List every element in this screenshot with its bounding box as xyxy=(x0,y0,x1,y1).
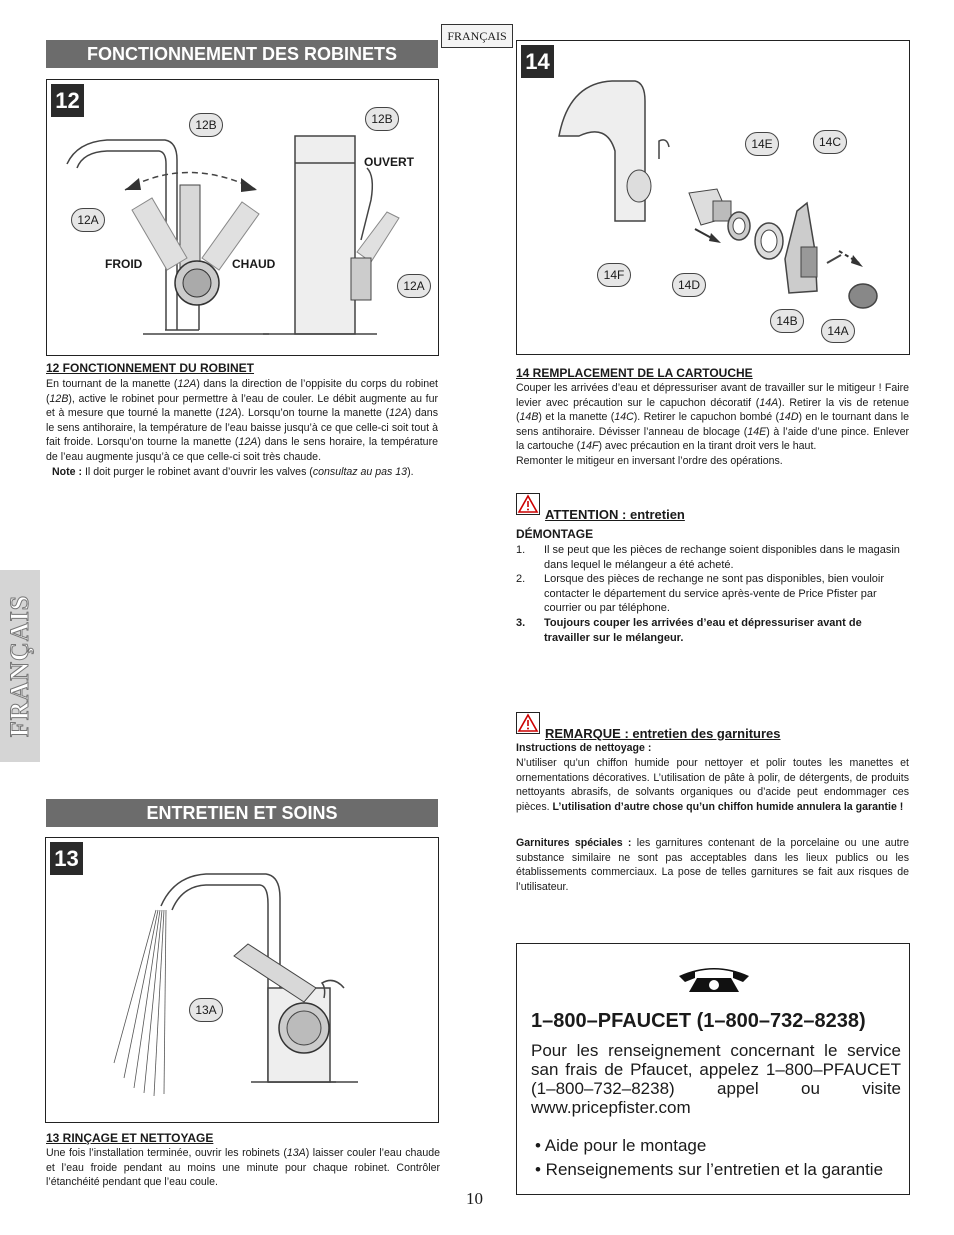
attention-item xyxy=(516,616,909,645)
step-12-ref-12a-2: 12A xyxy=(219,407,238,420)
bullet-item: • Aide pour le montage xyxy=(535,1136,707,1155)
step-14-ref-14c: 14C xyxy=(614,411,634,424)
step-12-note-text: Il doit purger le robinet avant d’ouvrir les valves ( xyxy=(82,465,313,478)
step-14-ref-14d: 14D xyxy=(779,411,799,424)
contact-bullets xyxy=(535,1134,905,1182)
step-12-text-c: ), active le robinet pour permettre à l’eau de couler. Le débit augmente au fur et à mesure que tourné la manette ( xyxy=(46,392,438,420)
callout-14d: 14D xyxy=(672,273,706,297)
phone-number: 1–800–PFAUCET (1–800–732–8238) xyxy=(531,1010,866,1032)
step-14-ref-14f: 14F xyxy=(580,440,599,453)
step-13-ref-13a: 13A xyxy=(286,1147,306,1159)
step-12-text-e: ) dans le sens antihoraire, la température de l’eau baisse jusqu’à ce que celle-ci soit tout à fait froide. Lorsqu’on tourne la manette ( xyxy=(46,407,438,449)
side-language-tab xyxy=(0,570,40,762)
figure-12-number: 12 xyxy=(51,84,84,117)
step-12-ref-12a-4: 12A xyxy=(238,436,258,449)
language-tag: FRANÇAIS xyxy=(441,24,513,48)
callout-14f: 14F xyxy=(597,263,631,287)
attention-item-number: 2. xyxy=(516,573,526,586)
remarque-body xyxy=(516,756,909,814)
callout-13a: 13A xyxy=(189,998,223,1022)
callout-14c: 14C xyxy=(813,130,847,154)
step-12-ref-12a-3: 12A xyxy=(389,407,408,420)
attention-item-number: 1. xyxy=(516,544,526,556)
step-12-text-f: ) dans le sens horaire, la température de l’eau augmente jusqu’à ce que celle-ci soit très chaude. xyxy=(46,436,438,463)
section-operation-title: FONCTIONNEMENT DES ROBINETS xyxy=(86,44,397,64)
attention-subtitle: DÉMONTAGE xyxy=(516,527,594,541)
figure-14-number: 14 xyxy=(521,45,554,78)
step-14-reassemble: Remonter le mitigeur en inversant l’ordre des opérations. xyxy=(516,454,783,467)
step-13-body xyxy=(46,1146,440,1190)
remarque-text: N’utiliser qu’un chiffon humide pour nettoyer et polir toutes les manettes et ornementations décoratives. L’utilisation de pâte à polir, de détergents, de produits nettoyants abrasifs, de solvants organiques ou d’acide peut endommager ces pièces. xyxy=(516,757,909,813)
attention-title: ATTENTION : entretien xyxy=(545,507,685,522)
attention-item-text: Lorsque des pièces de rechange ne sont pas disponibles, bien vouloir contacter le département du service après-vente de Price Pfister par courrier ou par téléphone. xyxy=(544,573,885,615)
attention-item-number: 3. xyxy=(516,616,526,629)
label-froid: FROID xyxy=(105,257,143,271)
step-12-text-b: ) dans la direction de l’oppisite du corps du robinet ( xyxy=(46,378,438,405)
figure-14 xyxy=(516,40,910,355)
step-14-text-e: ) en le tournant dans le sens antihoraire. Dévisser l’anneau de blocage ( xyxy=(516,411,910,438)
side-language-label: FRANÇAIS xyxy=(5,594,34,738)
contact-text: Pour les renseignement concernant le service san frais de Pfaucet, appelez 1–800–PFAUCET (1–800–732–8238) appel ou visite www.pricepfister.com xyxy=(531,1041,901,1117)
step-14-text-a: Couper les arrivées d’eau et dépressuriser avant de travailler sur le mitigeur ! Faire levier avec précaution sur le capuchon décoratif ( xyxy=(516,382,909,409)
label-chaud: CHAUD xyxy=(232,257,276,271)
bullet-item: • Renseignements sur l’entretien et la garantie xyxy=(535,1160,884,1179)
figure-12 xyxy=(46,79,439,356)
remarque-special-label: Garnitures spéciales : xyxy=(516,837,632,849)
warning-icon xyxy=(516,493,540,515)
step-12-text-d: ). Lorsqu’on tourne la manette ( xyxy=(237,407,390,420)
callout-14b: 14B xyxy=(770,309,804,333)
attention-list xyxy=(516,543,909,645)
step-14-ref-14e: 14E xyxy=(747,425,767,438)
page-number: 10 xyxy=(466,1189,483,1208)
figure-13-drawing xyxy=(46,838,438,1122)
attention-item-text: Il se peut que les pièces de rechange soient disponibles dans le magasin dans lequel le mélangeur a été acheté. xyxy=(544,544,900,571)
callout-14e: 14E xyxy=(745,132,779,156)
step-12-body xyxy=(46,377,438,479)
section-care-header xyxy=(46,799,438,827)
step-12-title: 12 FONCTIONNEMENT DU ROBINET xyxy=(46,361,255,375)
step-12-note xyxy=(46,465,438,480)
callout-12b-side: 12B xyxy=(365,107,399,131)
step-14-body xyxy=(516,381,909,469)
label-ouvert: OUVERT xyxy=(364,155,415,169)
step-12-note-ref: consultaz au pas 13 xyxy=(312,465,408,478)
attention-item xyxy=(516,572,909,616)
step-14-text-f: ) à l’aide d’une pince. Enlever la cartouche ( xyxy=(516,425,909,453)
callout-12b-front: 12B xyxy=(189,113,223,137)
figure-14-drawing xyxy=(517,41,909,354)
step-14-title: 14 REMPLACEMENT DE LA CARTOUCHE xyxy=(516,366,753,380)
telephone-icon xyxy=(675,962,753,994)
step-14-ref-14b: 14B xyxy=(519,411,539,424)
step-12-note-label: Note : xyxy=(52,465,83,478)
step-12-ref-12b: 12B xyxy=(49,392,69,405)
step-14-text-b: ). Retirer la vis de retenue ( xyxy=(516,396,909,424)
step-12-note-end: ). xyxy=(407,465,414,478)
remarque-special xyxy=(516,836,909,894)
remarque-special-text: les garnitures contenant de la porcelaine ou une autre substance similaire ne sont pas acceptables dans les lieux publics ou les établissements commerciaux. La pose de telles garnitures se fait aux risques de l’utilisateur. xyxy=(516,837,909,893)
figure-13 xyxy=(45,837,439,1123)
step-12-text-a: En tournant de la manette ( xyxy=(46,378,178,390)
remarque-warranty-warning: L’utilisation d’autre chose qu’un chiffon humide annulera la garantie ! xyxy=(552,800,904,813)
step-13-text-a: Une fois l’installation terminée, ouvrir les robinets ( xyxy=(46,1147,287,1159)
step-14-text-c: ) et la manette ( xyxy=(538,411,615,424)
attention-item xyxy=(516,543,909,572)
remarque-subtitle: Instructions de nettoyage : xyxy=(516,742,652,754)
step-13-text-b: ) laisser couler l’eau chaude et l’eau froide pendant au moins une minute pour chaque robinet. Contrôler l’étanchéité pendant que l’eau coule. xyxy=(46,1147,440,1189)
section-operation-header xyxy=(46,40,438,68)
step-14-text-g: ) avec précaution en la tirant droit vers le haut. xyxy=(598,440,817,453)
callout-12a-front: 12A xyxy=(71,208,105,232)
step-13-title: 13 RINÇAGE ET NETTOYAGE xyxy=(46,1131,214,1145)
contact-box xyxy=(516,943,910,1195)
callout-12a-side: 12A xyxy=(397,274,431,298)
section-care-title: ENTRETIEN ET SOINS xyxy=(146,803,338,823)
callout-14a: 14A xyxy=(821,319,855,343)
step-12-ref-12a: 12A xyxy=(177,378,197,390)
step-14-ref-14a: 14A xyxy=(759,396,779,409)
attention-item-text: Toujours couper les arrivées d’eau et dépressuriser avant de travailler sur le mélangeur. xyxy=(544,616,862,644)
figure-13-number: 13 xyxy=(50,842,83,875)
step-14-text-d: ). Retirer le capuchon bombé ( xyxy=(633,411,780,424)
remarque-title: REMARQUE : entretien des garnitures xyxy=(545,726,781,741)
warning-icon xyxy=(516,712,540,734)
